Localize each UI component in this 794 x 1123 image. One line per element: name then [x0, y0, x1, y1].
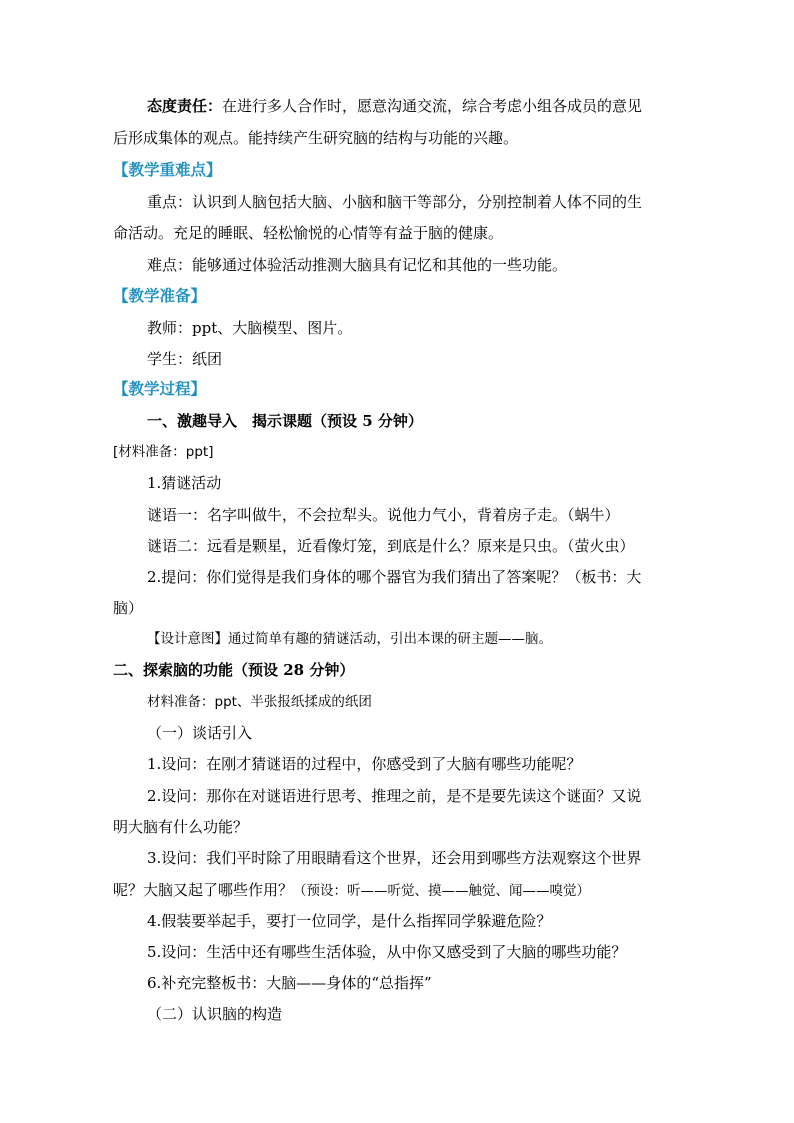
part2-sub2: （二）认识脑的构造 — [147, 1005, 283, 1023]
question-3-line-1: 3.设问：我们平时除了用眼睛看这个世界，还会用到哪些方法观察这个世界 — [147, 849, 642, 867]
attitude-label: 态度责任： — [147, 97, 223, 115]
focus-line-2: 命活动。充足的睡眠、轻松愉悦的心情等有益于脑的健康。 — [113, 224, 504, 242]
question-3-line-2 — [0, 880, 794, 901]
part2-materials: 材料准备：ppt、半张报纸揉成的纸团 — [147, 694, 372, 710]
key-points-heading: 【教学重难点】 — [113, 160, 222, 179]
attitude-text-1: 在进行多人合作时，愿意沟通交流，综合考虑小组各成员的意见 — [222, 97, 643, 115]
preparation-heading: 【教学准备】 — [113, 286, 207, 305]
focus-line-1: 重点：认识到人脑包括大脑、小脑和脑干等部分，分别控制着人体不同的生 — [147, 193, 643, 211]
question-3-note: （预设：听——听觉、摸——触觉、闻——嗅觉） — [293, 883, 591, 899]
part1-materials: [材料准备：ppt] — [113, 444, 214, 460]
question-1: 1.设问：在刚才猜谜语的过程中，你感受到了大脑有哪些功能呢？ — [147, 755, 582, 773]
difficulty-line: 难点：能够通过体验活动推测大脑具有记忆和其他的一些功能。 — [147, 256, 568, 274]
question-2-line-2: 明大脑有什么功能？ — [113, 818, 249, 836]
teacher-preparation: 教师：ppt、大脑模型、图片。 — [147, 319, 353, 337]
part1-step1: 1.猜谜活动 — [147, 474, 222, 492]
design-intent: 【设计意图】通过简单有趣的猜谜活动，引出本课的研主题——脑。 — [147, 631, 552, 647]
question-6: 6.补充完整板书：大脑——身体的“总指挥” — [147, 974, 432, 992]
part2-title: 二、探索脑的功能（预设 28 分钟） — [113, 661, 355, 679]
part1-step2-line-1: 2.提问：你们觉得是我们身体的哪个器官为我们猜出了答案呢？（板书：大 — [147, 568, 642, 586]
riddle-2: 谜语二：远看是颗星，近看像灯笼，到底是什么？原来是只虫。（萤火虫） — [147, 537, 635, 555]
student-preparation: 学生：纸团 — [147, 350, 223, 368]
question-3-main: 呢？大脑又起了哪些作用？ — [113, 881, 294, 899]
part1-title: 一、激趣导入 揭示课题（预设 5 分钟） — [147, 412, 423, 430]
attitude-line-1 — [0, 96, 794, 116]
part2-sub1: （一）谈话引入 — [147, 724, 253, 742]
attitude-line-2: 后形成集体的观点。能持续产生研究脑的结构与功能的兴趣。 — [113, 129, 519, 147]
process-heading: 【教学过程】 — [113, 379, 207, 398]
part1-step2-line-2: 脑） — [113, 599, 144, 617]
question-5: 5.设问：生活中还有哪些生活体验，从中你又感受到了大脑的哪些功能？ — [147, 943, 627, 961]
riddle-1: 谜语一：名字叫做牛，不会拉犁头。说他力气小，背着房子走。（蜗牛） — [147, 506, 620, 524]
question-2-line-1: 2.设问：那你在对谜语进行思考、推理之前，是不是要先读这个谜面？又说 — [147, 787, 642, 805]
question-4: 4.假装要举起手，要打一位同学，是什么指挥同学躲避危险？ — [147, 912, 552, 930]
